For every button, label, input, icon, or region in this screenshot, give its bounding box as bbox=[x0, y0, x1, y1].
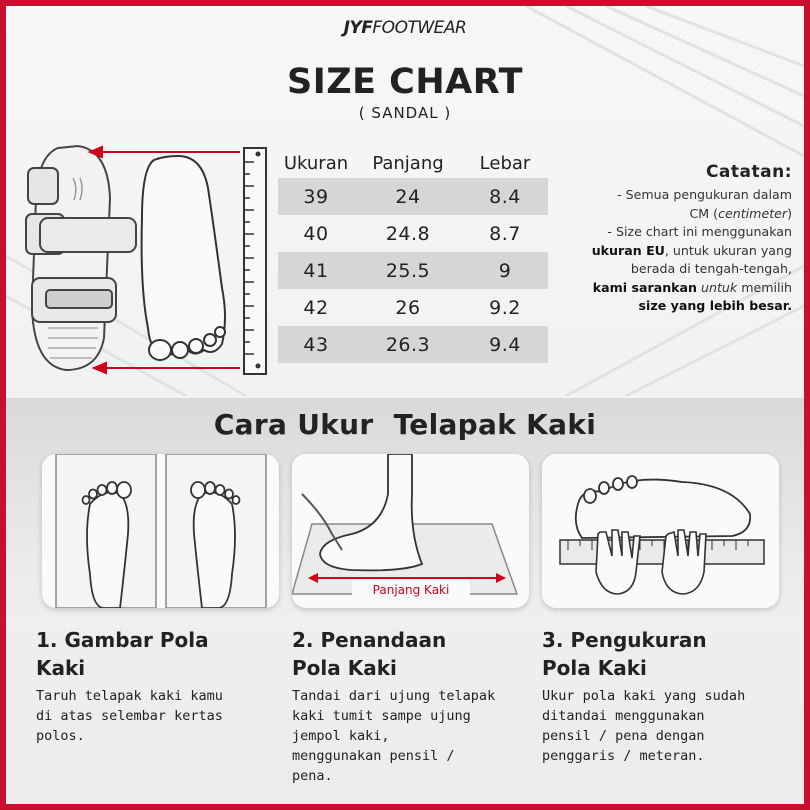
table-cell: 39 bbox=[303, 185, 329, 208]
table-cell: 9 bbox=[498, 259, 512, 282]
table-header bbox=[278, 148, 548, 178]
table-cell: 24 bbox=[395, 185, 421, 208]
notes-title: Catatan: bbox=[705, 162, 792, 182]
step-2-image bbox=[292, 454, 529, 608]
size-chart-panel bbox=[6, 6, 804, 804]
step-2-title: 2. Penandaan Pola Kaki bbox=[292, 628, 447, 680]
table-cell: 43 bbox=[303, 333, 329, 356]
foot-outline-icon bbox=[142, 156, 225, 360]
how-to-title: Cara Ukur Telapak Kaki bbox=[213, 408, 597, 441]
step-2-description: Tandai dari ujung telapak kaki tumit sampe ujung jempol kaki, menggunakan pensil / pena. bbox=[292, 688, 496, 784]
sandal-foot-illustration bbox=[18, 138, 276, 378]
panjang-kaki-label: Panjang Kaki bbox=[372, 583, 450, 597]
table-cell: 9.4 bbox=[489, 333, 521, 356]
table-cell: 42 bbox=[303, 296, 329, 319]
table-cell: 8.4 bbox=[489, 185, 521, 208]
table-cell: 24.8 bbox=[385, 222, 431, 245]
column-header-panjang: Panjang bbox=[372, 152, 444, 174]
measuring-foot-icon bbox=[542, 454, 779, 608]
column-header-ukuran: Ukuran bbox=[283, 152, 349, 174]
table-row bbox=[278, 215, 548, 252]
step-1-description: Taruh telapak kaki kamu di atas selembar kertas polos. bbox=[36, 688, 223, 744]
sandal-icon bbox=[26, 146, 136, 370]
feet-on-paper-icon bbox=[42, 454, 279, 608]
foot-marking-icon bbox=[292, 454, 529, 608]
table-cell: 41 bbox=[303, 259, 329, 282]
step-1-image bbox=[42, 454, 279, 608]
column-header-lebar: Lebar bbox=[479, 152, 531, 174]
brand-logo: JYFFOOTWEAR bbox=[343, 18, 467, 38]
table-cell: 26.3 bbox=[385, 333, 431, 356]
table-cell: 40 bbox=[303, 222, 329, 245]
table-cell: 26 bbox=[395, 296, 421, 319]
step-3-description: Ukur pola kaki yang sudah ditandai menggunakan pensil / pena dengan penggaris / meteran. bbox=[542, 688, 746, 764]
table-row bbox=[278, 178, 548, 215]
table-row bbox=[278, 289, 548, 326]
table-row bbox=[278, 252, 548, 289]
ruler-icon bbox=[244, 148, 266, 374]
table-cell: 9.2 bbox=[489, 296, 521, 319]
page-title: SIZE CHART bbox=[286, 62, 524, 102]
size-table bbox=[278, 148, 548, 363]
note-2: - Size chart ini menggunakan ukuran EU, untuk ukuran yang berada di tengah-tengah, kami sarankan untuk memilih size yang lebih besar. bbox=[591, 224, 792, 313]
table-cell: 25.5 bbox=[385, 259, 431, 282]
step-3-title: 3. Pengukuran Pola Kaki bbox=[542, 628, 707, 680]
note-1: - Semua pengukuran dalam CM (centimeter) bbox=[617, 187, 792, 221]
step-1-title: 1. Gambar Pola Kaki bbox=[36, 628, 209, 680]
step-3-image bbox=[542, 454, 779, 608]
table-row bbox=[278, 326, 548, 363]
page-subtitle: ( SANDAL ) bbox=[358, 104, 452, 122]
notes-block bbox=[542, 162, 792, 316]
table-cell: 8.7 bbox=[489, 222, 521, 245]
